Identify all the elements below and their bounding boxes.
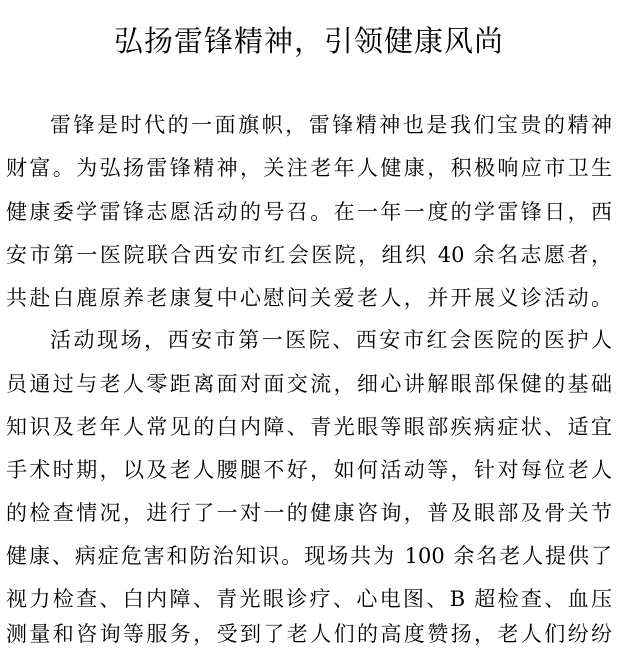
paragraph-line: 安市第一医院联合西安市红会医院，组织 40 余名志愿者， [6, 243, 612, 267]
paragraph-line: 视力检查、白内障、青光眼诊疗、心电图、B 超检查、血压 [6, 587, 612, 611]
paragraph-line: 手术时期，以及老人腰腿不好，如何活动等，针对每位老人 [6, 458, 612, 482]
paragraph-line: 雷锋是时代的一面旗帜，雷锋精神也是我们宝贵的精神 [50, 113, 612, 137]
paragraph-line: 活动现场，西安市第一医院、西安市红会医院的医护人 [50, 328, 612, 352]
paragraph-line: 共赴白鹿原养老康复中心慰问关爱老人，并开展义诊活动。 [6, 286, 612, 310]
document-title: 弘扬雷锋精神，引领健康风尚 [113, 24, 504, 58]
paragraph-line: 知识及老年人常见的白内障、青光眼等眼部疾病症状、适宜 [6, 415, 612, 439]
paragraph-line: 员通过与老人零距离面对面交流，细心讲解眼部保健的基础 [6, 372, 612, 396]
paragraph-line: 的检查情况，进行了一对一的健康咨询，普及眼部及骨关节 [6, 501, 612, 525]
paragraph-line: 测量和咨询等服务，受到了老人们的高度赞扬，老人们纷纷 [6, 622, 612, 646]
paragraph-line: 健康、病症危害和防治知识。现场共为 100 余名老人提供了 [6, 544, 612, 568]
paragraph-line: 健康委学雷锋志愿活动的号召。在一年一度的学雷锋日，西 [6, 200, 612, 224]
paragraph-line: 财富。为弘扬雷锋精神，关注老年人健康，积极响应市卫生 [6, 156, 612, 180]
